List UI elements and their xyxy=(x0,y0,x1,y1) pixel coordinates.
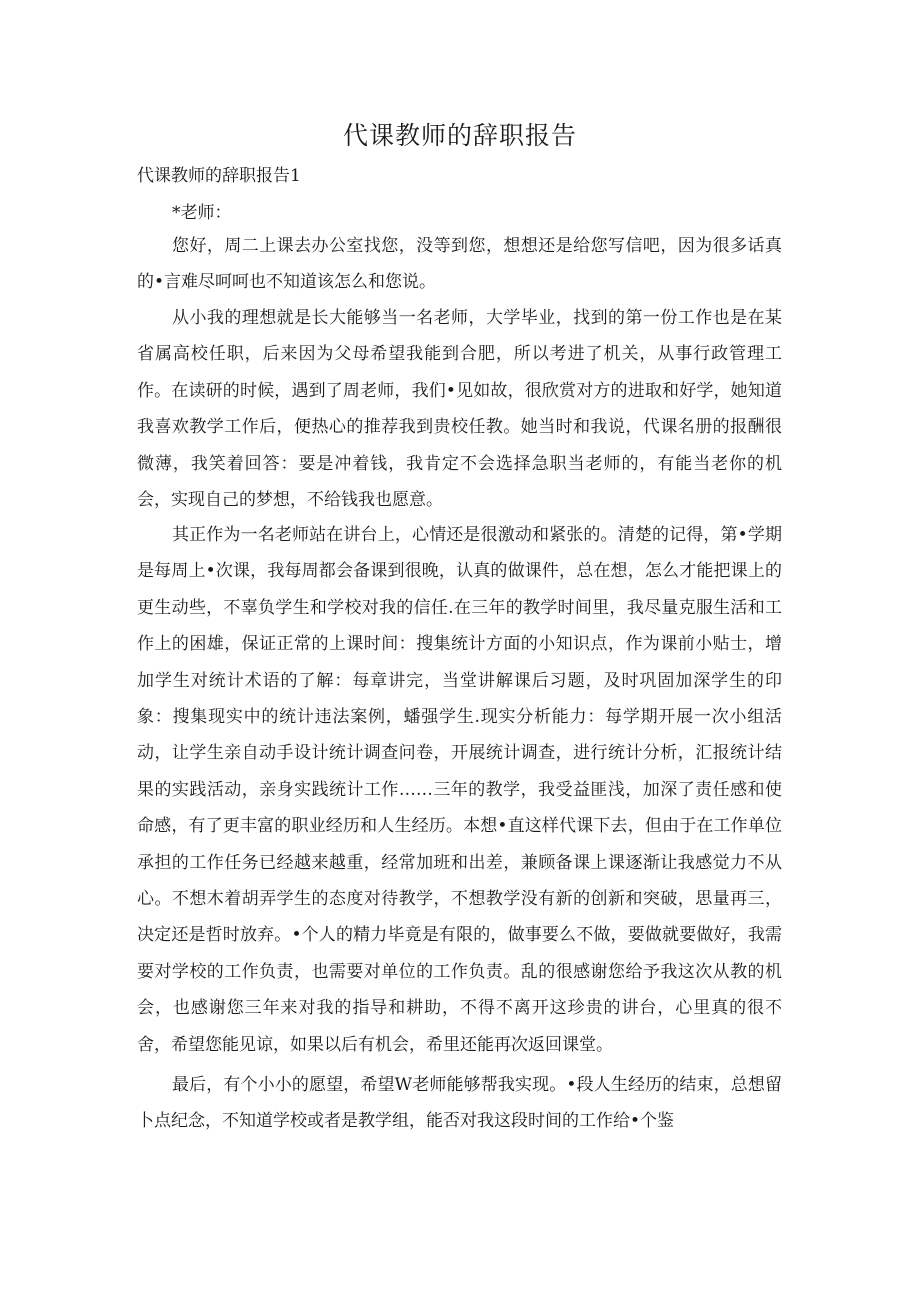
salutation: *老师： xyxy=(172,203,232,223)
document-subtitle: 代课教师的辞职报告1 xyxy=(137,166,301,186)
paragraph-4: 最后，有个小小的愿望，希望W老师能够帮我实现。•段人生经历的结束，总想留卜点纪念，不知道学校或者是教学组，能否对我这段时间的工作给•个鉴 xyxy=(137,1075,782,1132)
document-title: 代课教师的辞职报告 xyxy=(342,121,577,150)
paragraph-1: 您好，周二上课去办公室找您，没等到您，想想还是给您写信吧，因为很多话真的•言难尽呵呵也不知道该怎么和您说。 xyxy=(137,236,782,293)
paragraph-3: 其正作为一名老师站在讲台上，心情还是很激动和紧张的。清楚的记得，第•学期是每周上•次课，我每周都会备课到很晚，认真的做课件，总在想，怎么才能把课上的更生动些，不辜负学生和学校对我的信任.在三年的教学时间里，我尽量克服生活和工作上的困雄，保证正常的上课时间：搜集统计方面的小知识点，作为课前小贴士，增加学生对统计术语的了解：每章讲完，当堂讲解课后习题，及时巩固加深学生的印象：搜集现实中的统计违法案例，蟠强学生.现实分析能力：每学期开展一次小组活动，让学生亲自动手设计统计调查问卷，开展统计调查，进行统计分析，汇报统计结果的实践活动，亲身实践统计工作……三年的教学，我受益匪浅，加深了责任感和使命感，有了更丰富的职业经历和人生经历。本想•直这样代课下去，但由于在工作单位承担的工作任务已经越来越重，经常加班和出差，兼顾备课上课逐渐让我感觉力不从心。不想木着胡弄学生的态度对待教学，不想教学没有新的创新和突破，思量再三，决定还是哲时放弃。•个人的精力毕竟是有限的，做事要么不做，要做就要做好，我需要对学校的工作负责，也需要对单位的工作负责。乱的很感谢您给予我这次从教的机会，也感谢您三年来对我的指导和耕助，不得不离开这珍贵的讲台，心里真的很不舍，希望您能见谅，如果以后有机会，希里还能再次返回课堂。 xyxy=(137,525,782,1055)
paragraph-2: 从小我的理想就是长大能够当一名老师，大学毕业，找到的第一份工作也是在某省属高校任职，后来因为父母希望我能到合肥，所以考进了机关，从事行政管理工作。在读研的时候，遇到了周老师，我们•见如故，很欣赏对方的进取和好学，她知道我喜欢教学工作后，便热心的推荐我到贵校任教。她当时和我说，代课名册的报酬很微薄，我笑着回答：要是冲着钱，我肯定不会选择急职当老师的，有能当老你的机会，实现自己的梦想，不给钱我也愿意。 xyxy=(137,308,782,511)
